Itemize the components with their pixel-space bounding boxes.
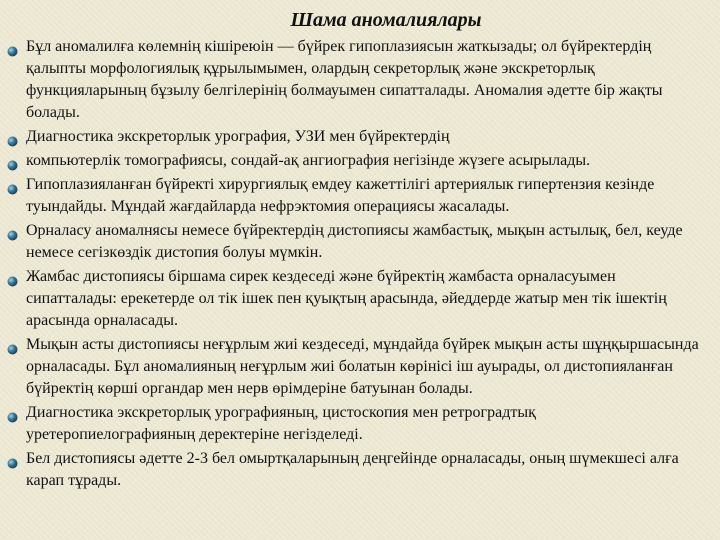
bullet-text: компьютерлік томографиясы, сондай-ақ ангиография негізінде жүзеге асырылады. <box>26 152 591 169</box>
bullet-item <box>4 266 704 332</box>
bullet-list <box>4 36 704 494</box>
bullet-text: Диагностика экскреторлық урографияның, цистоскопия мен ретроградтық уретеропиелографияның деректеріне негізделеді. <box>26 404 536 443</box>
circle-bullet-icon <box>7 180 18 191</box>
circle-bullet-icon <box>7 156 18 167</box>
bullet-item <box>4 334 704 400</box>
bullet-text: Гипоплазияланған бүйректі хирургиялық емдеу кажеттілігі артериялык гипертензия кезінде туындайды. Мұндай жағдайларда нефрэктомия операциясы жасалады. <box>26 176 655 215</box>
slide-title: Шама аномалиялары <box>290 9 482 31</box>
bullet-item <box>4 174 704 218</box>
circle-bullet-icon <box>7 272 18 283</box>
circle-bullet-icon <box>7 226 18 237</box>
bullet-item <box>4 402 704 446</box>
bullet-item <box>4 220 704 264</box>
bullet-text: Орналасу аномалнясы немесе бүйректердің дистопиясы жамбастық, мықын астылық, бел, кеуде немесе сегізкөздік дистопия болуы мүмкін. <box>26 222 683 261</box>
bullet-text: Жамбас дистопиясы біршама сирек кездеседі және бүйректің жамбаста орналасуымен сипатталады: ерекетерде ол тік ішек пен қуықтың арасында, әйеддерде жатыр мен тік ішектің арасында орналасады. <box>26 268 667 329</box>
circle-bullet-icon <box>7 132 18 143</box>
bullet-item <box>4 150 704 172</box>
circle-bullet-icon <box>7 340 18 351</box>
bullet-item <box>4 448 704 492</box>
circle-bullet-icon <box>7 408 18 419</box>
bullet-text: Диагностика экскреторлык урография, УЗИ мен бүйректердің <box>26 128 450 145</box>
circle-bullet-icon <box>7 42 18 53</box>
bullet-item <box>4 126 704 148</box>
bullet-text: Бел дистопиясы әдетте 2-3 бел омыртқаларының деңгейінде орналасады, оның шүмекшесі алға карап тұрады. <box>26 450 679 489</box>
bullet-text: Бұл аномалилға көлемнің кішіреюін — бүйрек гипоплазиясын жаткызады; ол бүйректердің қалыпты морфологиялық құрылымымен, олардың секреторлық және экскреторлық функцияларының бұзылу белгілерінің болмауымен сипатталады. Аномалия әдетте бір жақты болады. <box>26 38 663 121</box>
bullet-item <box>4 36 704 124</box>
bullet-text: Мықын асты дистопиясы неғұрлым жиі кездеседі, мұндайда бүйрек мықын асты шұңқыршасында орналасады. Бұл аномалияның неғұрлым жиі болатын көрінісі іш ауырады, ол дистопияланған бүйректің көрші органдар мен нерв өрімдеріне батуынан болады. <box>26 336 699 397</box>
circle-bullet-icon <box>7 454 18 465</box>
